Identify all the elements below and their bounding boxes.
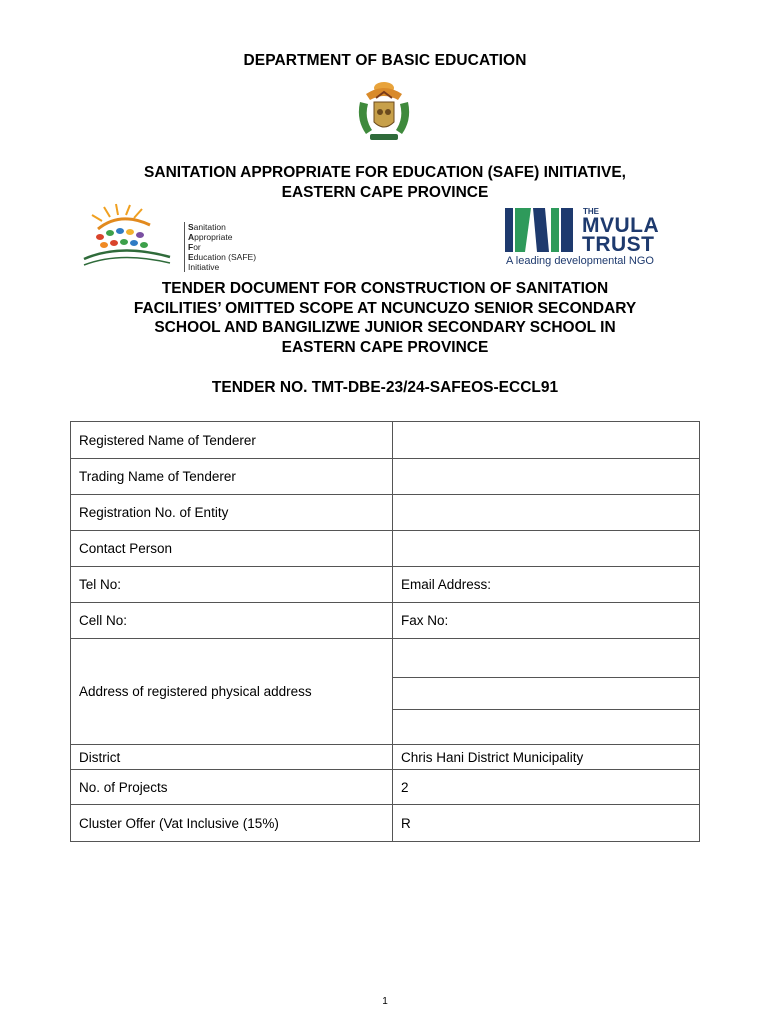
initiative-heading [0, 163, 770, 203]
tenderer-details-table [70, 421, 700, 842]
contact-person-label: Contact Person [71, 531, 393, 567]
cluster-offer-field[interactable]: R [393, 805, 700, 842]
registration-no-field[interactable] [393, 495, 700, 531]
district-value: Chris Hani District Municipality [393, 745, 700, 770]
registered-name-label: Registered Name of Tenderer [71, 422, 393, 459]
mvula-tagline: A leading developmental NGO [506, 255, 654, 267]
trading-name-field[interactable] [393, 459, 700, 495]
address-label: Address of registered physical address [71, 639, 393, 745]
registration-no-label: Registration No. of Entity [71, 495, 393, 531]
document-title: TENDER DOCUMENT FOR CONSTRUCTION OF SANITATION FACILITIES’ OMITTED SCOPE AT NCUNCUZO SENIOR SECONDARY SCHOOL AND BANGILIZWE JUNIOR SECONDARY SCHOOL IN EASTERN CAPE PROVINCE [133, 280, 637, 356]
address-line-2-field[interactable] [393, 677, 700, 709]
safe-line-4: Education (SAFE) [188, 252, 257, 262]
initiative-line-2: EASTERN CAPE PROVINCE [281, 184, 489, 201]
district-label: District [71, 745, 393, 770]
mvula-name: MVULA TRUST [582, 214, 660, 256]
coat-of-arms-icon [352, 80, 416, 146]
safe-logo-text [184, 222, 256, 272]
page-number: 1 [382, 996, 388, 1007]
projects-value: 2 [393, 770, 700, 805]
safe-line-5: Initiative [188, 262, 220, 272]
registered-name-field[interactable] [393, 422, 700, 459]
fax-no-field[interactable]: Fax No: [393, 603, 700, 639]
mvula-the: THE [583, 207, 599, 216]
safe-line-3: For [188, 242, 201, 252]
safe-line-1: Sanitation [188, 222, 226, 232]
projects-label: No. of Projects [71, 770, 393, 805]
trading-name-label: Trading Name of Tenderer [71, 459, 393, 495]
initiative-line-1: SANITATION APPROPRIATE FOR EDUCATION (SAFE) INITIATIVE, [144, 164, 626, 181]
tender-number: TENDER NO. TMT-DBE-23/24-SAFEOS-ECCL91 [211, 379, 559, 396]
address-line-1-field[interactable] [393, 639, 700, 678]
cell-no-field[interactable]: Cell No: [71, 603, 393, 639]
address-line-3-field[interactable] [393, 709, 700, 744]
contact-person-field[interactable] [393, 531, 700, 567]
tel-no-field[interactable]: Tel No: [71, 567, 393, 603]
cluster-offer-label: Cluster Offer (Vat Inclusive (15%) [71, 805, 393, 842]
email-field[interactable]: Email Address: [393, 567, 700, 603]
safe-line-2: Appropriate [188, 232, 233, 242]
department-heading: DEPARTMENT OF BASIC EDUCATION [243, 52, 527, 69]
